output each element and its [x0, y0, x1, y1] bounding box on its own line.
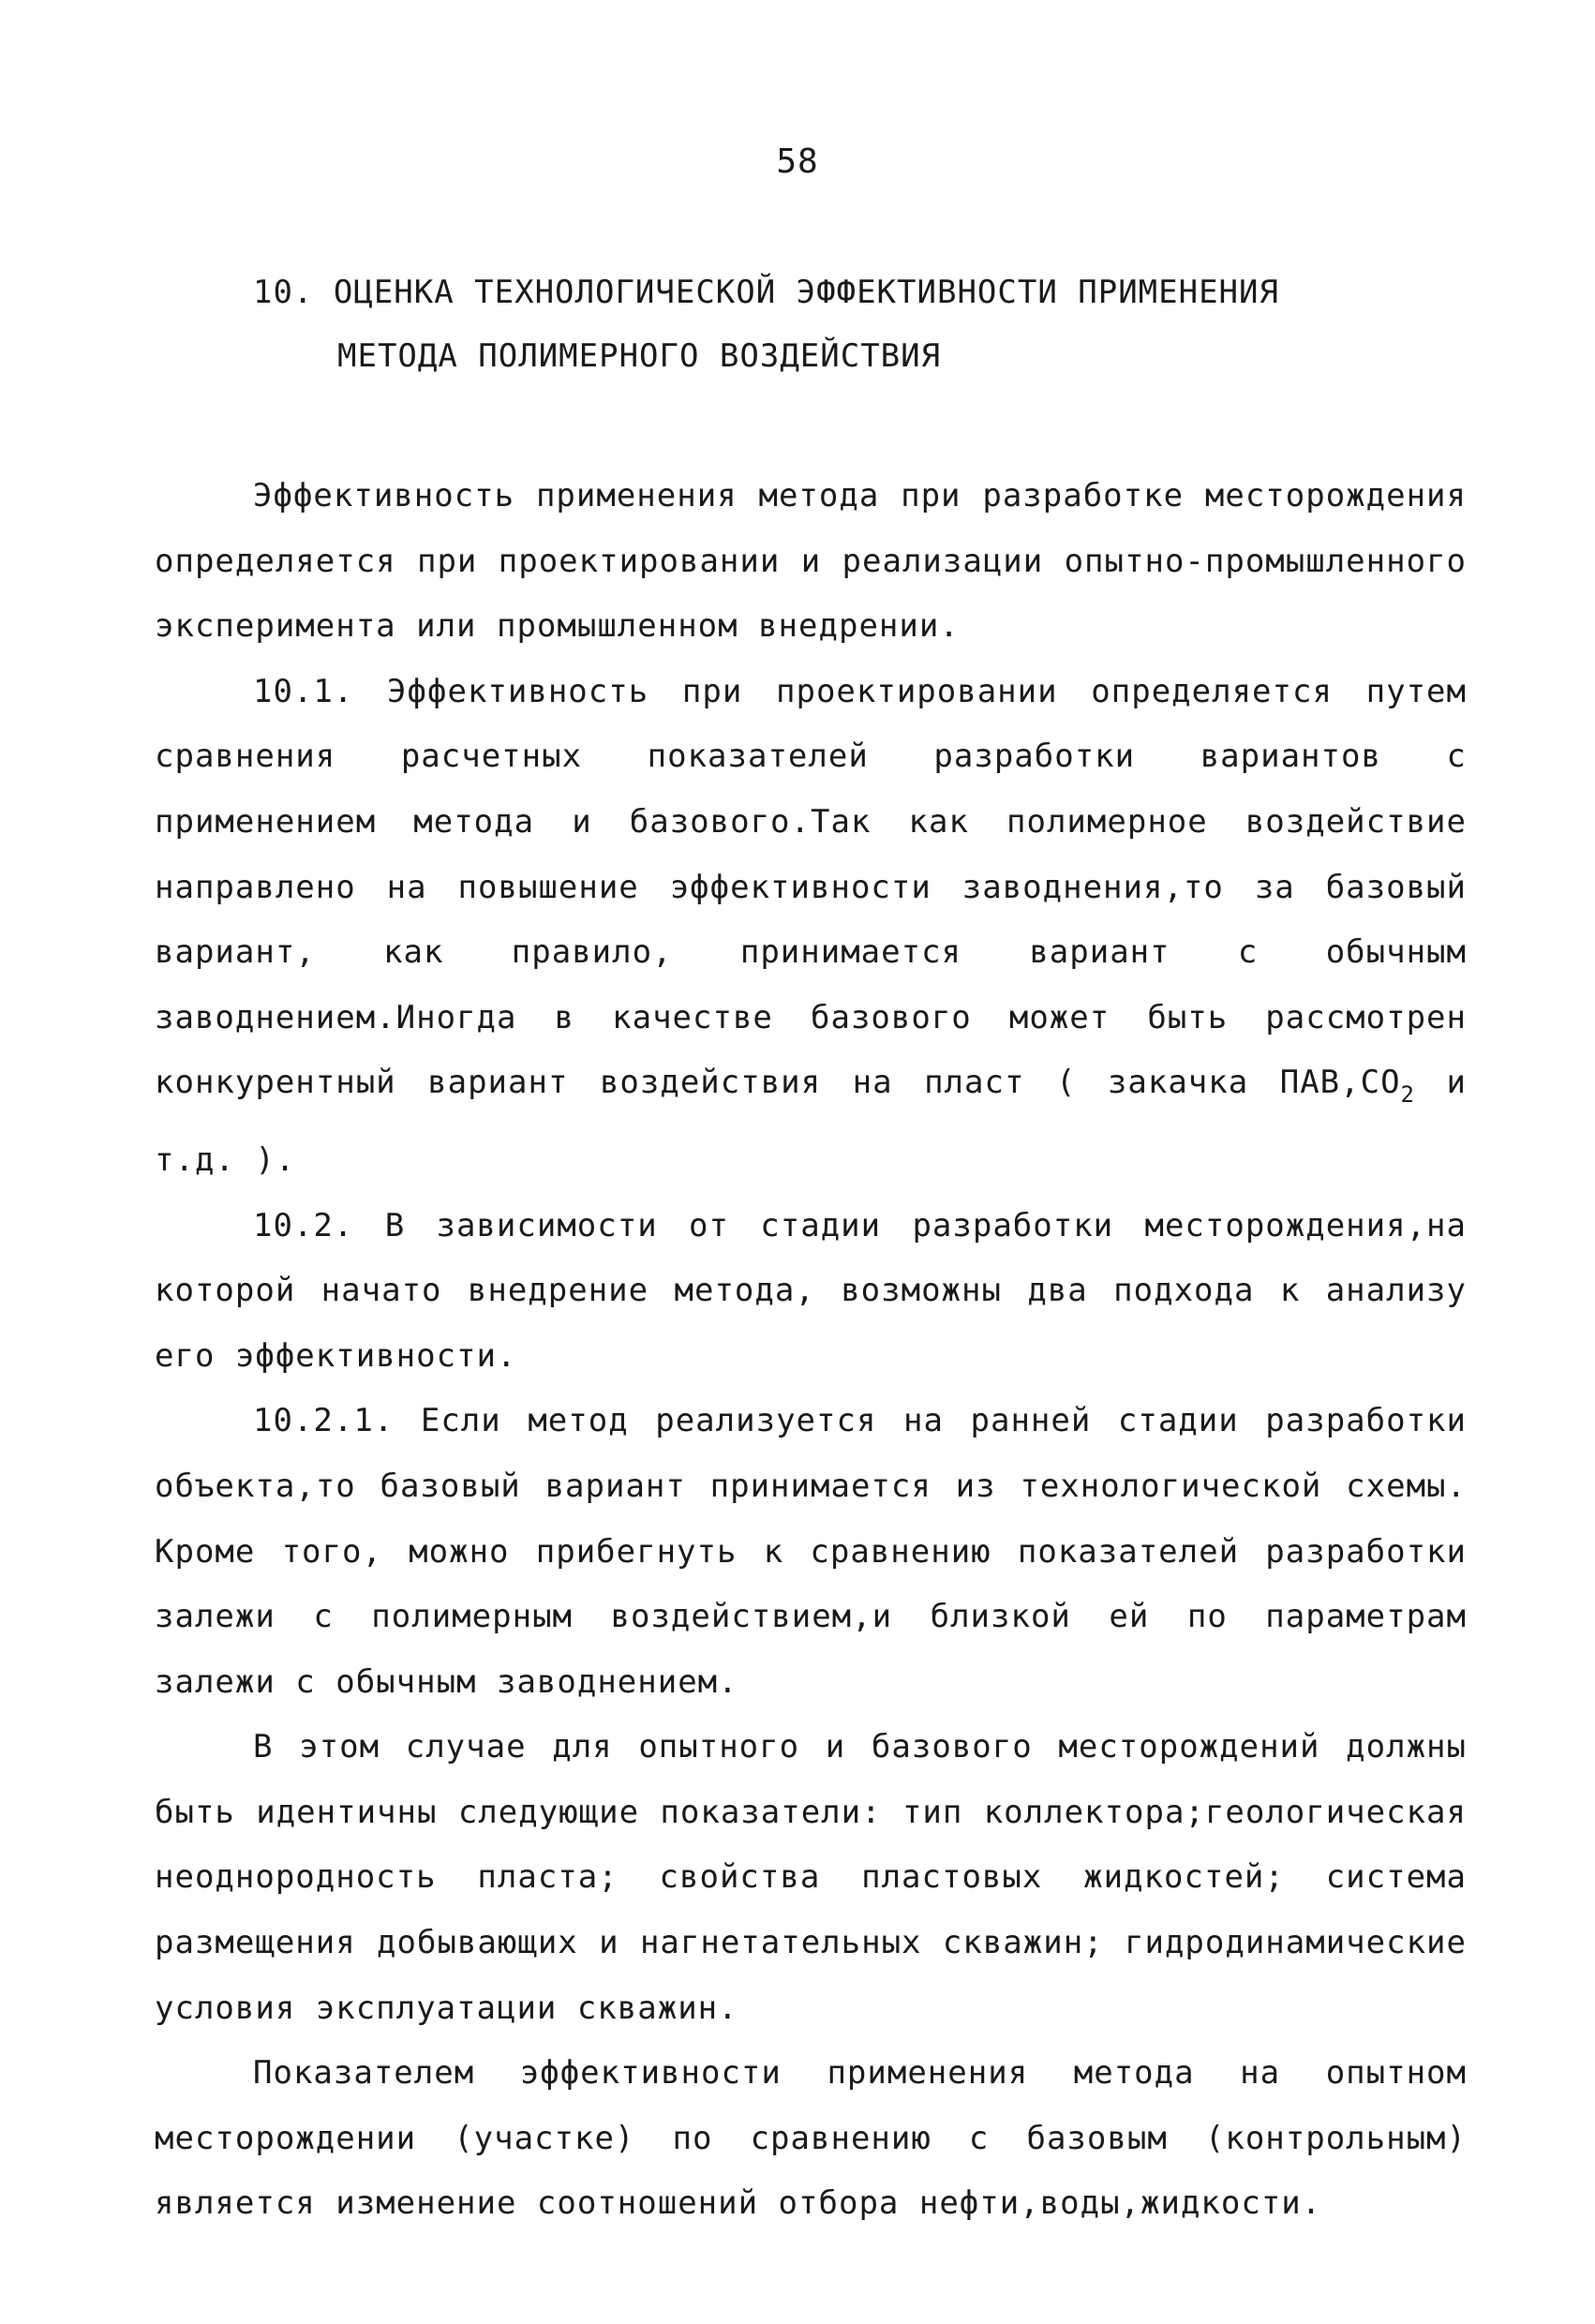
- paragraph-10-2-1: 10.2.1. Если метод реализуется на ранней стадии разработки объекта,то базовый вариант принимается из технологической схемы. Кроме того, можно прибегнуть к сравнению показателей разработки залежи с полимерным воздействием,и близкой ей по параметрам залежи с обычным заводнением.: [155, 1402, 1467, 1701]
- paragraph-10-2: 10.2. В зависимости от стадии разработки месторождения,на которой начато внедрение метода, возможны два подхода к анализу его эффективности.: [155, 1206, 1467, 1375]
- paragraph-10-1-end: и т.д. ).: [155, 1064, 1467, 1179]
- body-text: [155, 464, 1467, 2237]
- page-number: 58: [776, 142, 819, 181]
- section-heading-line-2: МЕТОДА ПОЛИМЕРНОГО ВОЗДЕЙСТВИЯ: [337, 337, 942, 375]
- section-heading-line-1: 10. ОЦЕНКА ТЕХНОЛОГИЧЕСКОЙ ЭФФЕКТИВНОСТИ ПРИМЕНЕНИЯ: [253, 274, 1279, 311]
- section-heading: [253, 261, 1279, 388]
- paragraph-10-1: [155, 660, 1467, 1194]
- paragraph-10-1-text: 10.1. Эффективность при проектировании определяется путем сравнения расчетных показателей разработки вариантов с применением метода и базового.Так как полимерное воздействие направлено на повышение эффективности заводнения,то за базовый вариант, как правило, принимается вариант с обычным заводнением.Иногда в качестве базового может быть рассмотрен конкурентный вариант воздействия на пласт ( закачка ПАВ,CO: [155, 672, 1467, 1102]
- paragraph-identical-indicators: В этом случае для опытного и базового месторождений должны быть идентичны следующие показатели: тип коллектора;геологическая неоднородность пласта; свойства пластовых жидкостей; система размещения добывающих и нагнетательных скважин; гидродинамические условия эксплуатации скважин.: [155, 1728, 1467, 2027]
- paragraph-intro: Эффективность применения метода при разработке месторождения определяется при проектировании и реализации опытно-промышленного эксперимента или промышленном внедрении.: [155, 477, 1467, 646]
- subscript-2: 2: [1400, 1081, 1415, 1109]
- paragraph-efficiency-indicator: Показателем эффективности применения метода на опытном месторождении (участке) по сравнению с базовым (контрольным) является изменение соотношений отбора нефти,воды,жидкости.: [155, 2054, 1467, 2223]
